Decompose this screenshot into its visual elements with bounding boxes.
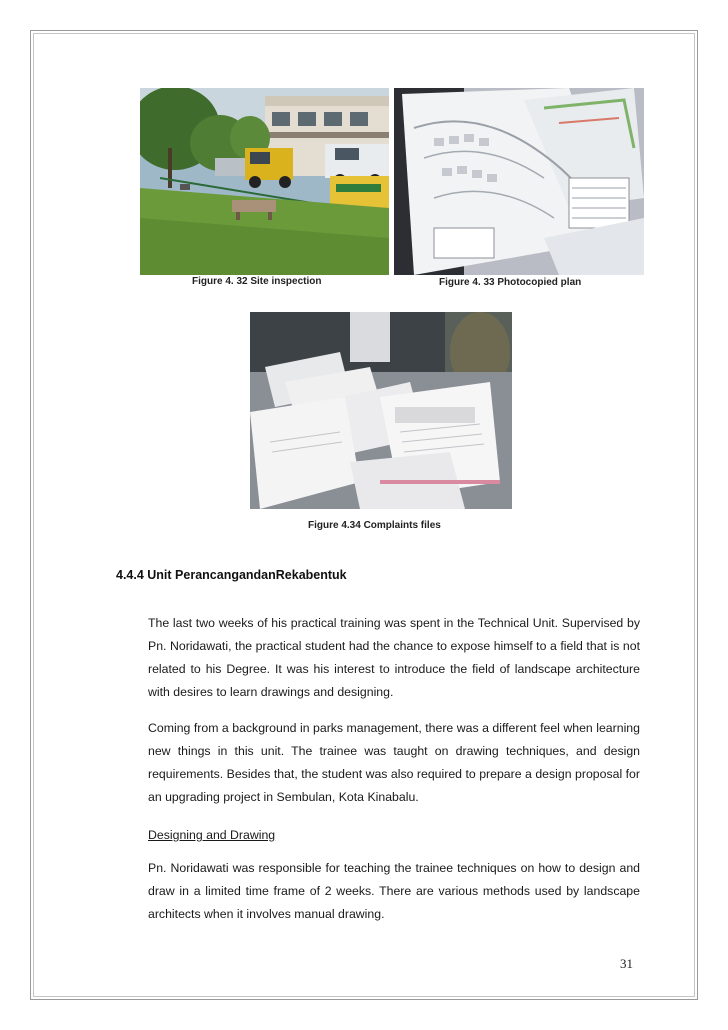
site-inspection-photo (140, 88, 389, 275)
photocopied-plan-photo (394, 88, 644, 275)
paragraph: Coming from a background in parks management, there was a different feel when learning new things in this unit. The trainee was taught on drawing techniques, and design requirements. Besides that, the student was also required to prepare a design proposal for an upgrading project in Sembulan, Kota Kinabalu. (148, 721, 640, 804)
section-heading: 4.4.4 Unit PerancangandanRekabentuk (116, 568, 347, 582)
paragraph: The last two weeks of his practical training was spent in the Technical Unit. Supervised by Pn. Noridawati, the practical student had the chance to expose himself to a field that is not related to his Degree. It was his interest to introduce the field of landscape architecture with desires to learn drawings and designing. (148, 616, 640, 699)
subsection-heading: Designing and Drawing (148, 828, 276, 842)
figure-4-33-caption: Figure 4. 33 Photocopied plan (439, 277, 582, 288)
complaints-files-photo (250, 312, 512, 509)
figure-4-32-caption: Figure 4. 32 Site inspection (192, 276, 322, 287)
figure-4-34-caption: Figure 4.34 Complaints files (308, 520, 441, 531)
paragraph: Pn. Noridawati was responsible for teaching the trainee techniques on how to design and draw in a limited time frame of 2 weeks. There are various methods used by landscape architects when it involves manual drawing. (148, 861, 640, 921)
page-number: 31 (620, 956, 633, 971)
